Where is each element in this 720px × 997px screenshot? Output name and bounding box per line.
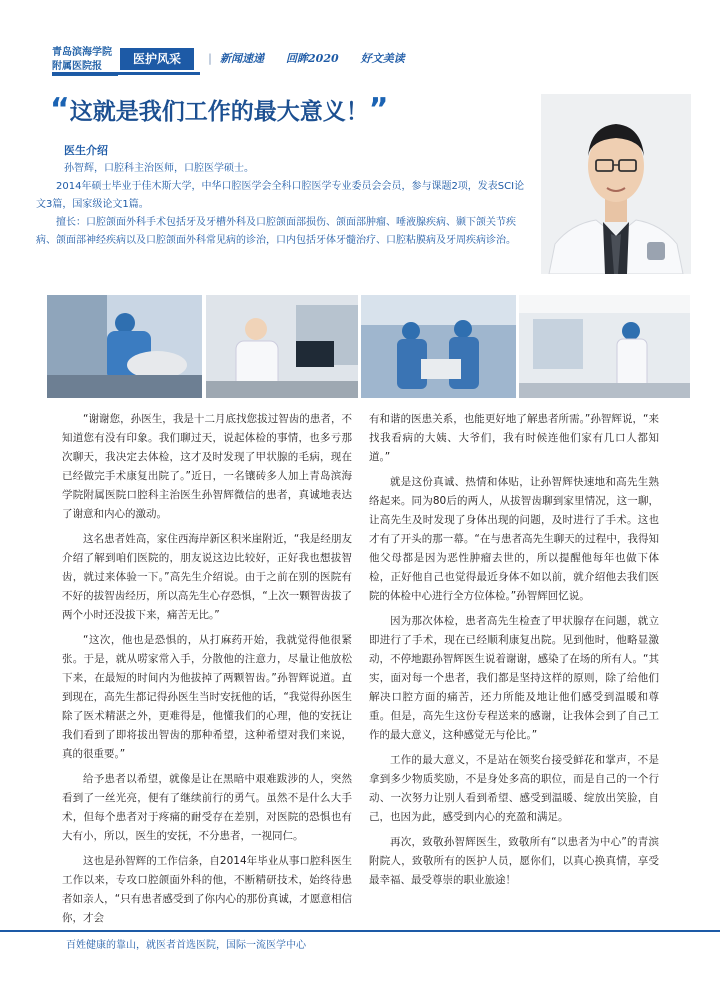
- open-quote: “: [50, 92, 70, 127]
- article-column-left: [62, 410, 352, 934]
- paragraph: “谢谢您，孙医生，我是十二月底找您拔过智齿的患者，不知道您有没有印象。我们聊过天，说起体检的事情，也多亏那次聊天，我决定去体检，这才及时发现了甲状腺的毛病，现在已经做完手术康复出院了。”近日，一名镶砖多人加上青岛滨海学院附属医院口腔科主治医生孙智辉微信的患者，真诚地表达了谢意和内心的激动。: [62, 413, 352, 520]
- doctor-intro: [36, 142, 526, 250]
- paragraph: 这也是孙智辉的工作信条，自2014年毕业从事口腔科医生工作以来，专攻口腔颌面外科的他，不断精研技术，始终待患者如亲人，“只有患者感受到了你内心的那份真诚，才愿意相信你，才会: [62, 855, 352, 924]
- photo-clinic-room: [519, 295, 690, 398]
- paragraph: 给予患者以希望，就像是让在黑暗中艰难跋涉的人，突然看到了一丝光亮，便有了继续前行的勇气。虽然不是什么大手术，但每个患者对于疼痛的耐受存在差别，对医院的恐惧也有大有小，所以，医生的安抚，不分患者，一视同仁。: [62, 773, 352, 842]
- section-nav: [208, 50, 427, 68]
- photo-clinic-treatment: [47, 295, 202, 398]
- footer-rule: [0, 930, 720, 932]
- paragraph: 工作的最大意义，不是站在领奖台接受鲜花和掌声，不是拿到多少物质奖励，不是身处多高的职位，而是自己的一个行动、一次努力让别人看到希望、感受到温暖、绽放出笑脸，自己，也因为此，感受到内心的充盈和满足。: [369, 754, 659, 823]
- nav-item-review[interactable]: 回眸2020: [286, 52, 339, 65]
- article-column-right: [369, 410, 659, 896]
- nav-separator: |: [208, 52, 213, 65]
- nav-item-news[interactable]: 新闻速递: [220, 52, 265, 65]
- close-quote: ”: [368, 92, 389, 127]
- masthead-line2: 附属医院报: [52, 60, 118, 76]
- footer-slogan: 百姓健康的靠山，就医者首选医院，国际一流医学中心: [66, 940, 306, 951]
- paragraph: 就是这份真诚、热情和体贴，让孙智辉快速地和高先生熟络起来。同为80后的两人，从拔智齿聊到家里情况，这一聊，让高先生及时发现了身体出现的问题，及时进行了手术。这也才有了开头的那一幕。“在与患者高先生聊天的过程中，我得知他父母都是因为恶性肿瘤去世的，所以提醒他每年也做下体检，正好他自己也觉得最近身体不如以前，就介绍他去我们医院的体检中心进行全方位体检。”孙智辉回忆说。: [369, 476, 659, 602]
- photo-strip: [47, 295, 690, 398]
- section-tab-rule: [52, 72, 200, 75]
- article-headline: [50, 92, 530, 130]
- intro-line-3: 擅长：口腔颌面外科手术包括牙及牙槽外科及口腔颌面部损伤、颌面部肿瘤、唾液腺疾病、颞下颌关节疾病、颌面部神经疾病以及口腔颌面外科常见病的诊治，口内包括牙体牙髓治疗、口腔粘膜病及牙周疾病诊治。: [36, 217, 516, 246]
- paragraph: 因为那次体检，患者高先生检查了甲状腺存在问题，就立即进行了手术，现在已经顺利康复出院。见到他时，他略显激动，不停地跟孙智辉医生说着谢谢，感染了在场的所有人。“其实，面对每一个患者，我们都是坚持这样的原则，除了给他们解决口腔方面的痛苦，还力所能及地让他们感受到温暖和尊重。但是，高先生这份专程送来的感谢，让我体会到了自己工作的最大意义，这种感觉无与伦比。”: [369, 615, 659, 741]
- page-header: [0, 0, 720, 80]
- portrait-illustration: [541, 94, 691, 274]
- paragraph: 有和谐的医患关系，也能更好地了解患者所需。”孙智辉说，“来找我看病的大姨、大爷们，我有时候连他们家有几口人都知道。”: [369, 413, 659, 463]
- doctor-portrait: [541, 94, 691, 274]
- headline-text: 这就是我们工作的最大意义！: [69, 99, 369, 125]
- intro-line-1: 孙智辉，口腔科主治医师，口腔医学硕士。: [64, 163, 254, 174]
- photo-surgery-team: [361, 295, 516, 398]
- nav-item-reading[interactable]: 好文美读: [360, 52, 405, 65]
- paragraph: “这次，他也是恐惧的，从打麻药开始，我就觉得他很紧张。于是，就从唠家常入手，分散他的注意力，尽量让他放松下来，在最短的时间内为他拔掉了两颗智齿。”孙智辉说道。直到现在，高先生都记得孙医生当时安抚他的话，“我觉得孙医生除了医术精湛之外，更难得是，他懂我们的心理，他的安抚让我们看到了即将拔出智齿的那种希望，这种希望对我们来说，真的很重要。”: [62, 634, 352, 760]
- paragraph: 再次，致敬孙智辉医生，致敬所有“以患者为中心”的青滨附院人，致敬所有的医护人员，愿你们，以真心换真情，享受最幸福、最受尊崇的职业旅途！: [369, 836, 659, 886]
- intro-line-2: 2014年硕士毕业于佳木斯大学，中华口腔医学会全科口腔医学专业委员会会员，参与课题2项，发表SCI论文3篇，国家级论文1篇。: [36, 181, 525, 210]
- intro-label: 医生介绍: [64, 144, 108, 157]
- paragraph: 这名患者姓高，家住西海岸新区积米崖附近，“我是经朋友介绍了解到咱们医院的，朋友说这边比较好，正好我也想拔智齿，就过来体验一下。”高先生介绍说。由于之前在别的医院有不好的拔智齿经历，所以高先生心存恐惧，“上次一颗智齿拔了两个小时还没拔下来，痛苦无比。”: [62, 533, 352, 621]
- photo-doctor-desk: [206, 295, 358, 398]
- section-tab: 医护风采: [120, 48, 194, 70]
- masthead-line1: 青岛滨海学院: [52, 47, 112, 58]
